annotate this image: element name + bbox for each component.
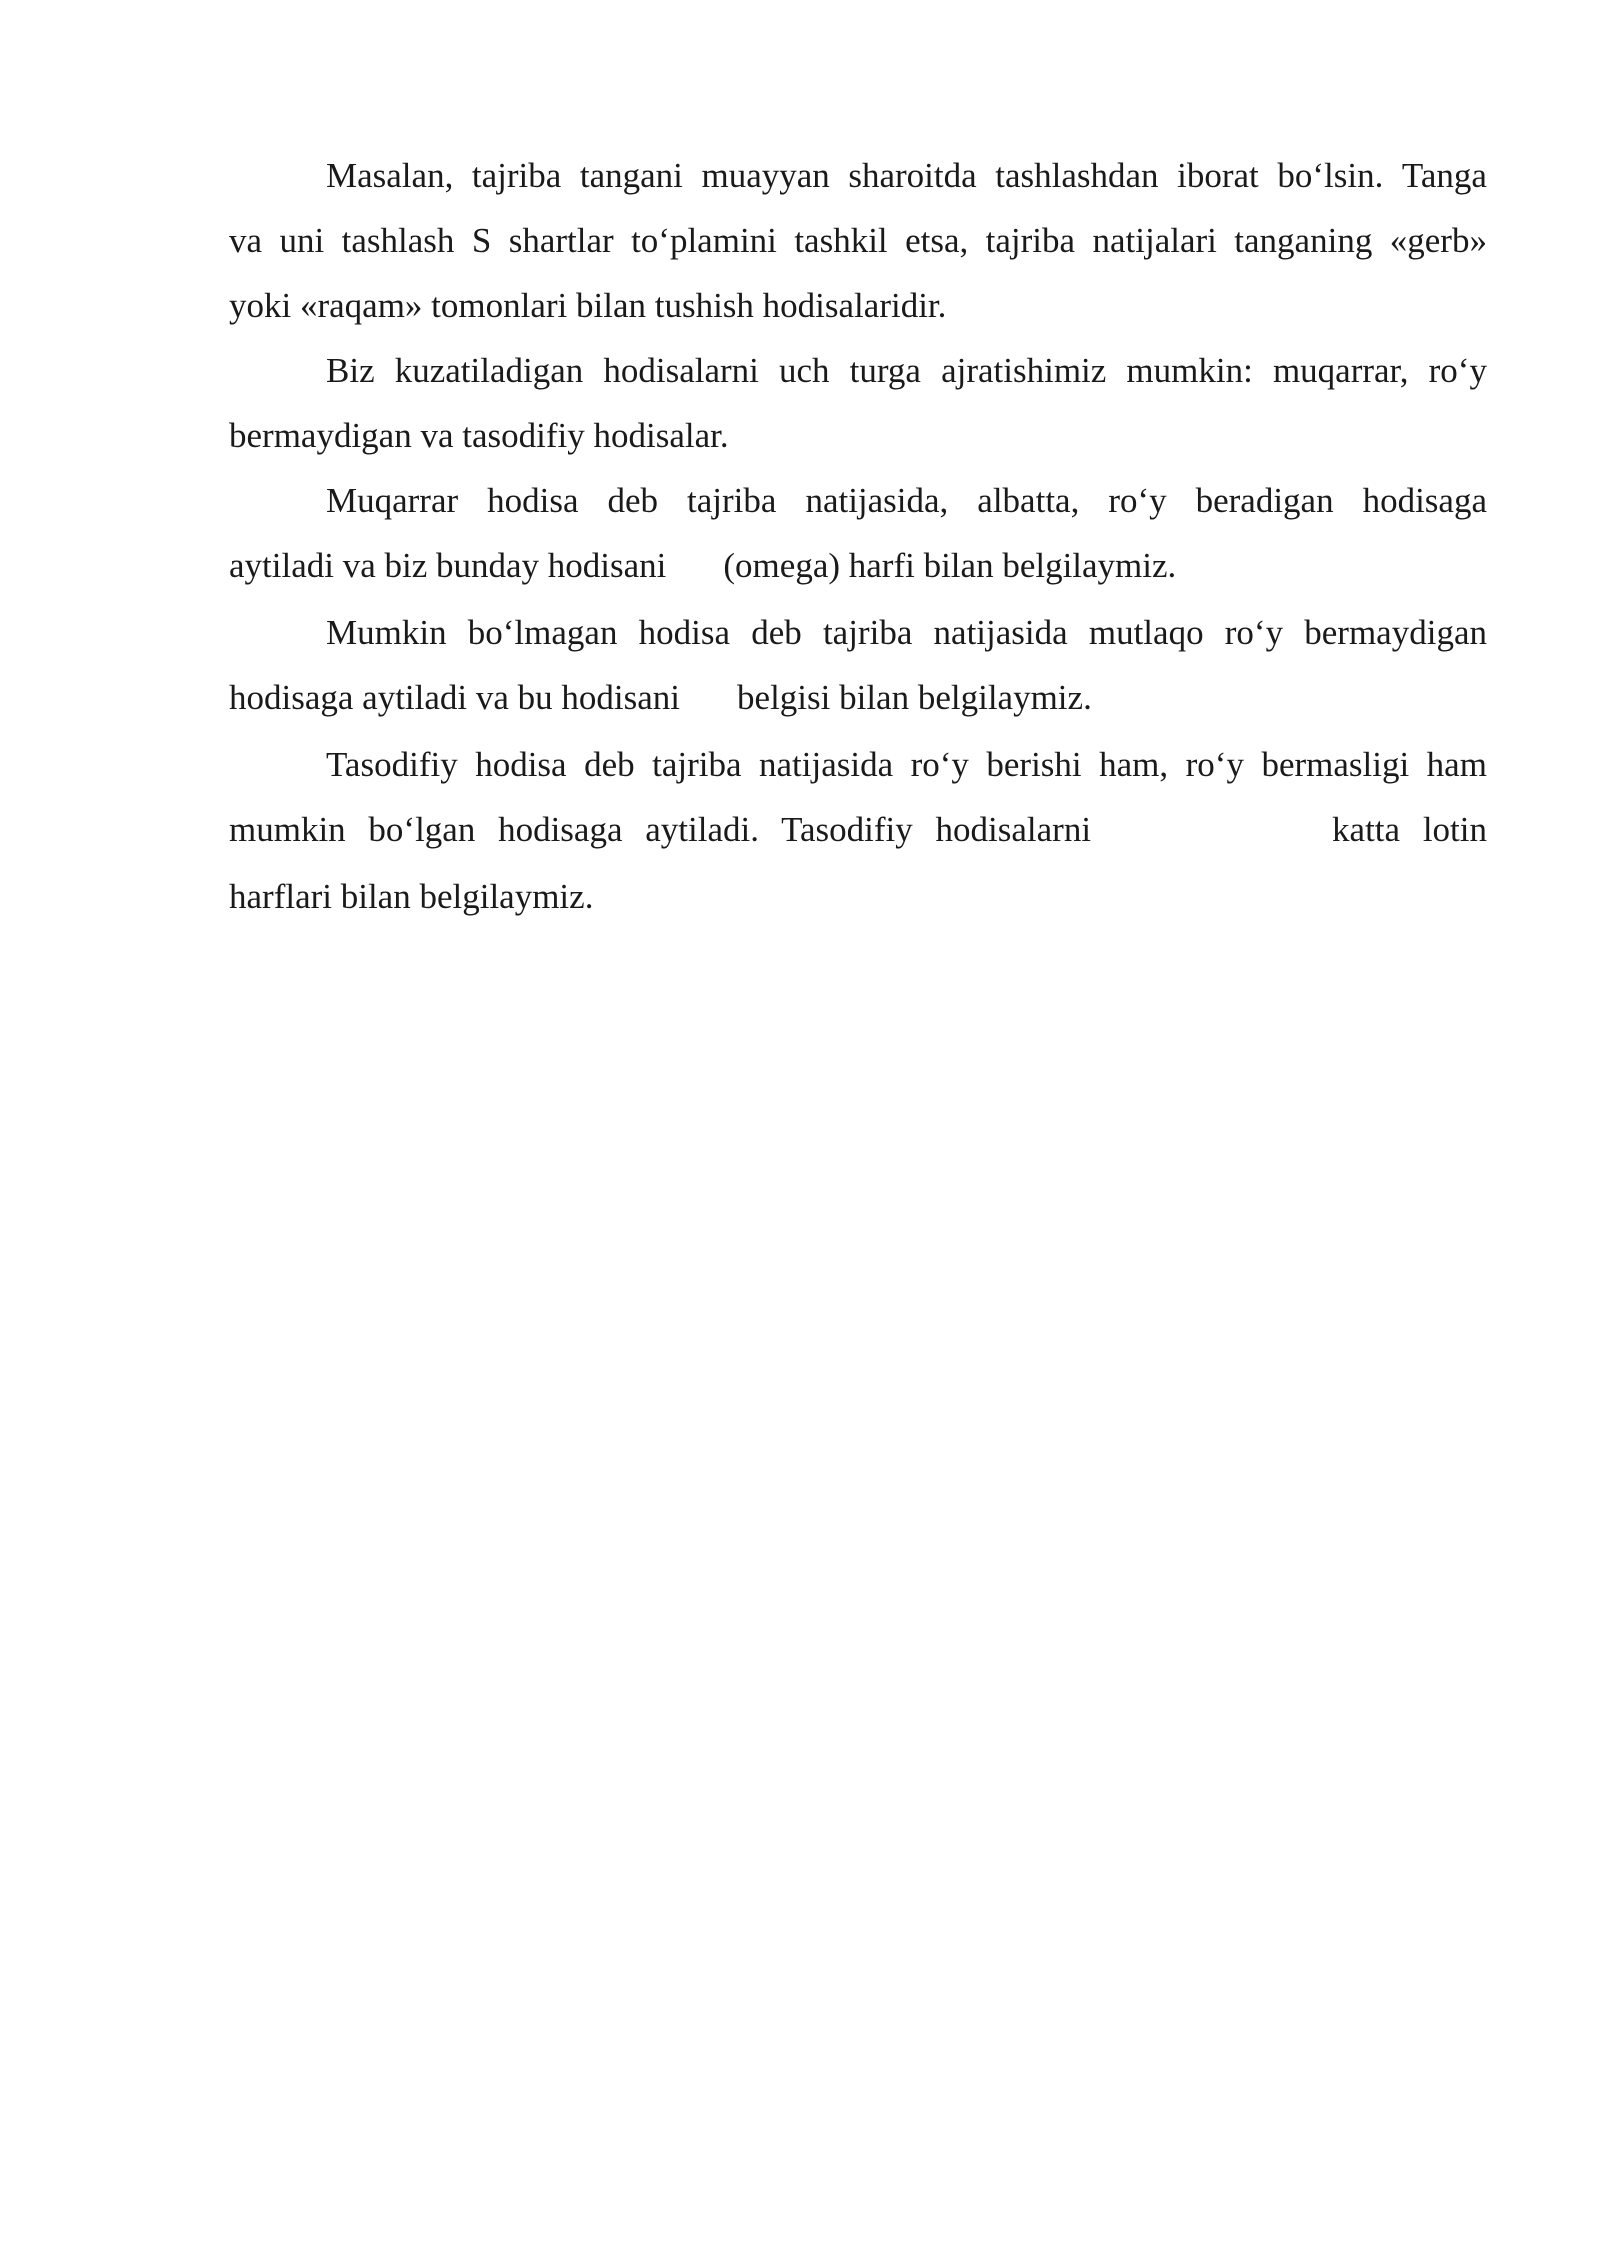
word: to‘plamini bbox=[631, 221, 777, 260]
paragraph-5-line-2 bbox=[229, 802, 1487, 869]
paragraph-1-line-3: yoki «raqam» tomonlari bilan tushish hodisalaridir. bbox=[229, 286, 947, 325]
word: hodisa bbox=[638, 613, 731, 652]
word: tajriba bbox=[471, 156, 562, 195]
paragraph-4-line-2 bbox=[229, 670, 1487, 737]
word: va bbox=[229, 221, 263, 260]
paragraph-4-line-1 bbox=[229, 605, 1487, 670]
word: ajratishimiz bbox=[941, 351, 1107, 390]
word: tajriba bbox=[822, 613, 913, 652]
word: muayyan bbox=[701, 156, 830, 195]
word: natijalari bbox=[1092, 221, 1217, 260]
word: tashlash bbox=[341, 221, 455, 260]
word: ham, bbox=[1099, 745, 1169, 784]
word: natijasida bbox=[758, 745, 894, 784]
word: natijasida, bbox=[805, 481, 949, 520]
word: «gerb» bbox=[1389, 221, 1487, 260]
word: mutlaqo bbox=[1088, 613, 1204, 652]
word: etsa, bbox=[905, 221, 969, 260]
text-after-symbol: katta lotin bbox=[1332, 810, 1487, 849]
word: Masalan, bbox=[326, 156, 454, 195]
document-body bbox=[229, 148, 1487, 934]
word: beradigan bbox=[1195, 481, 1334, 520]
word: iborat bbox=[1177, 156, 1259, 195]
word: bo‘lsin. bbox=[1277, 156, 1384, 195]
word: muqarrar, bbox=[1272, 351, 1409, 390]
text-before-symbol: hodisaga aytiladi va bu hodisani bbox=[229, 678, 681, 717]
word: albatta, bbox=[977, 481, 1080, 520]
paragraph-2-line-2: bermaydigan va tasodifiy hodisalar. bbox=[229, 416, 729, 455]
word: turga bbox=[849, 351, 921, 390]
paragraph-5-line-3: harflari bilan belgilaymiz. bbox=[229, 877, 594, 916]
word: tangani bbox=[579, 156, 683, 195]
word: hodisaga bbox=[1362, 481, 1487, 520]
word: berishi bbox=[986, 745, 1082, 784]
word: natijasida bbox=[933, 613, 1068, 652]
word: S bbox=[471, 221, 492, 260]
word: ro‘y bbox=[910, 745, 969, 784]
word: deb bbox=[584, 745, 635, 784]
word: deb bbox=[607, 481, 659, 520]
word: ham bbox=[1426, 745, 1487, 784]
word: sharoitda bbox=[848, 156, 977, 195]
text-after-symbol: (omega) harfi bilan belgilaymiz. bbox=[723, 546, 1177, 585]
word: kuzatiladigan bbox=[394, 351, 584, 390]
word: Mumkin bbox=[326, 613, 447, 652]
word: Tanga bbox=[1401, 156, 1487, 195]
text-before-symbol: aytiladi va biz bunday hodisani bbox=[229, 546, 667, 585]
word: tajriba bbox=[652, 745, 742, 784]
paragraph-3-line-1 bbox=[229, 473, 1487, 538]
word: uni bbox=[279, 221, 325, 260]
word: mumkin: bbox=[1126, 351, 1253, 390]
text-after-symbol: belgisi bilan belgilaymiz. bbox=[737, 678, 1092, 717]
word: Biz bbox=[326, 351, 375, 390]
word: Muqarrar bbox=[326, 481, 459, 520]
word: ro‘y bbox=[1108, 481, 1167, 520]
word: hodisalarni bbox=[603, 351, 759, 390]
word: tanganing bbox=[1234, 221, 1373, 260]
word: tajriba bbox=[687, 481, 777, 520]
paragraph-1-line-2 bbox=[229, 213, 1487, 278]
word: hodisa bbox=[475, 745, 567, 784]
word: ro‘y bbox=[1185, 745, 1244, 784]
word: Tasodifiy bbox=[326, 745, 458, 784]
word: ro‘y bbox=[1428, 351, 1487, 390]
paragraph-2-line-1 bbox=[229, 343, 1487, 408]
word: tashkil bbox=[794, 221, 888, 260]
paragraph-1-line-1 bbox=[229, 148, 1487, 213]
word: ro‘y bbox=[1224, 613, 1284, 652]
word: tajriba bbox=[985, 221, 1076, 260]
word: bermasligi bbox=[1261, 745, 1410, 784]
word: hodisa bbox=[487, 481, 579, 520]
word: bo‘lmagan bbox=[467, 613, 618, 652]
word: shartlar bbox=[508, 221, 614, 260]
word: deb bbox=[751, 613, 802, 652]
paragraph-3-line-2 bbox=[229, 538, 1487, 605]
word: tashlashdan bbox=[995, 156, 1159, 195]
text-before-symbol: mumkin bo‘lgan hodisaga aytiladi. Tasodifiy hodisalarni bbox=[229, 810, 1092, 849]
word: bermaydigan bbox=[1304, 613, 1487, 652]
word: uch bbox=[779, 351, 830, 390]
paragraph-5-line-1 bbox=[229, 737, 1487, 802]
